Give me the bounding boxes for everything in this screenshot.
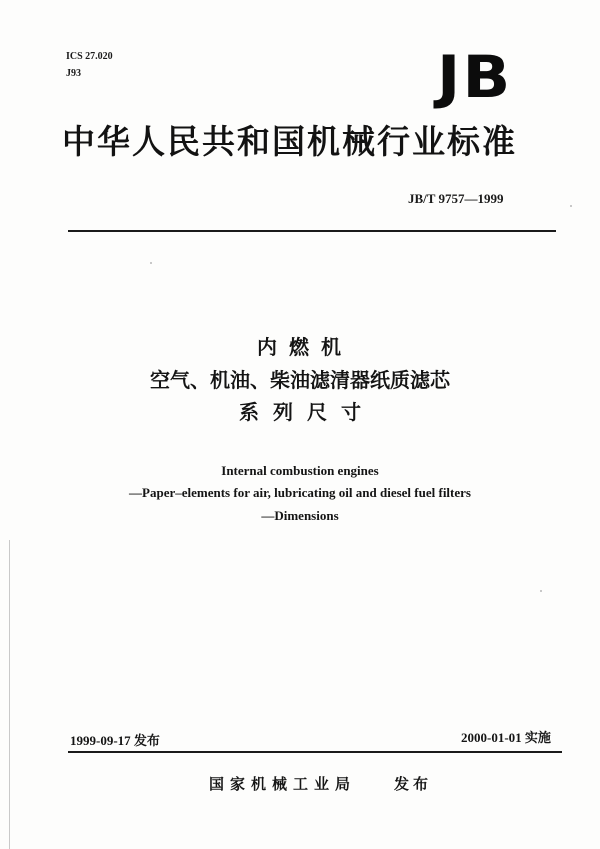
english-title-line-2: —Paper–elements for air, lubricating oil and diesel fuel filters	[129, 485, 471, 500]
jb-logo: JB	[437, 43, 513, 111]
ics-code: ICS 27.020	[66, 51, 113, 62]
issuing-authority: 国家机械工业局	[209, 775, 357, 793]
title-line-2: 空气、机油、柴油滤清器纸质滤芯	[150, 368, 450, 392]
english-title-line-3: —Dimensions	[261, 508, 339, 523]
title-line-1: 内燃机	[257, 335, 353, 359]
standard-category-title: 中华人民共和国机械行业标准	[62, 122, 517, 161]
scan-speck	[150, 262, 152, 264]
scan-speck	[540, 590, 542, 592]
implementation-date: 2000-01-01 实施	[461, 730, 551, 745]
issuer-action: 发布	[394, 775, 433, 793]
top-divider	[68, 230, 556, 232]
bottom-divider	[68, 751, 562, 753]
issue-date: 1999-09-17 发布	[70, 733, 160, 748]
english-title-line-1: Internal combustion engines	[221, 463, 379, 478]
scan-edge-line	[9, 540, 10, 849]
english-title	[0, 464, 600, 522]
document-title	[0, 337, 600, 422]
clc-code: J93	[66, 68, 81, 79]
title-line-3: 系列尺寸	[239, 400, 375, 424]
scan-speck	[570, 205, 572, 207]
standard-number: JB/T 9757—1999	[408, 191, 504, 206]
